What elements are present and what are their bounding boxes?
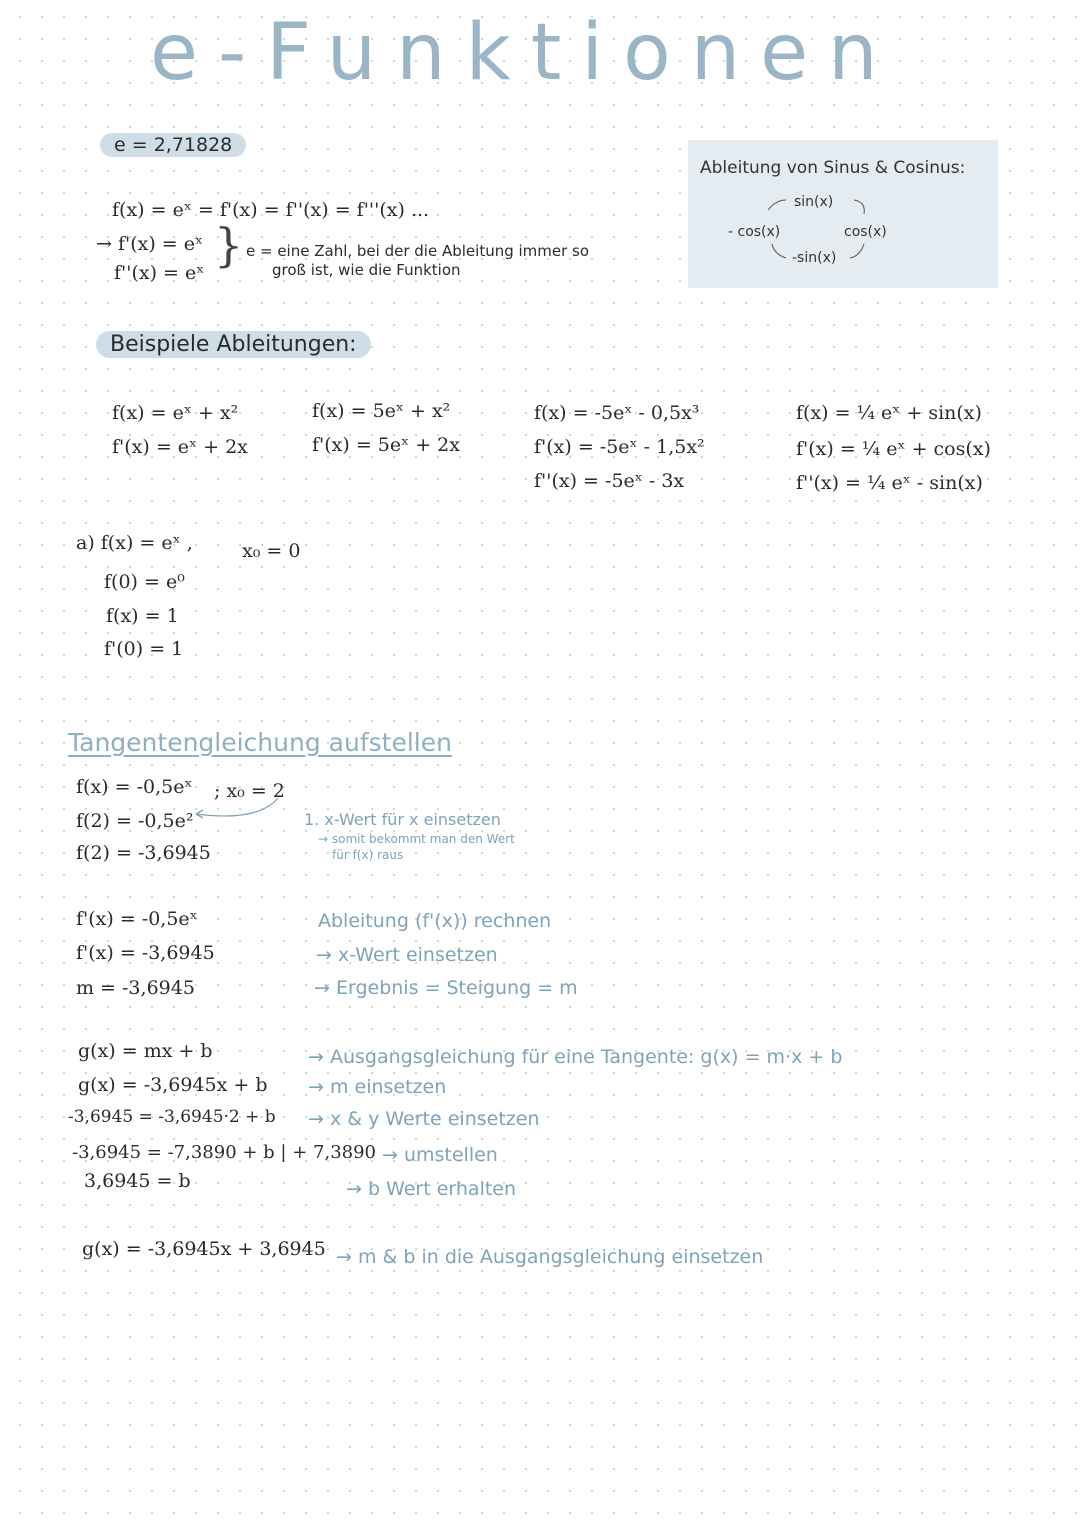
examples-heading: Beispiele Ableitungen: xyxy=(96,331,371,358)
tangent-note3-line-1: → Ausgangsgleichung für eine Tangente: g(x) = m·x + b xyxy=(308,1046,843,1068)
example-4-line-3: f''(x) = ¼ eˣ - sin(x) xyxy=(796,472,983,494)
tangent-step2-line-2: f'(x) = -3,6945 xyxy=(76,942,215,964)
sincos-left: - cos(x) xyxy=(728,224,781,240)
example-4-line-2: f'(x) = ¼ eˣ + cos(x) xyxy=(796,438,991,460)
tangent-step3-line-4: -3,6945 = -7,3890 + b | + 7,3890 xyxy=(72,1142,376,1163)
tangent-note1-main: 1. x-Wert für x einsetzen xyxy=(304,810,501,829)
tangent-note2-line-1: Ableitung (f'(x)) rechnen xyxy=(318,910,552,932)
task-a-line-3: f(x) = 1 xyxy=(106,605,179,627)
tangent-given: f(x) = -0,5eˣ xyxy=(76,776,193,798)
tangent-step3-line-2: g(x) = -3,6945x + b xyxy=(78,1074,268,1096)
tangent-result: g(x) = -3,6945x + 3,6945 xyxy=(82,1238,326,1260)
tangent-note2-line-2: → x-Wert einsetzen xyxy=(316,944,498,966)
page-title: e-Funktionen xyxy=(150,8,898,98)
task-a-line-1: a) f(x) = eˣ , xyxy=(76,532,193,554)
tangent-step3-line-3: -3,6945 = -3,6945·2 + b xyxy=(68,1107,276,1127)
example-2-line-2: f'(x) = 5eˣ + 2x xyxy=(312,434,460,456)
example-2-line-1: f(x) = 5eˣ + x² xyxy=(312,400,451,422)
example-4-line-1: f(x) = ¼ eˣ + sin(x) xyxy=(796,402,982,424)
tangent-x0: ; x₀ = 2 xyxy=(214,780,285,802)
curved-arrow-icon xyxy=(188,796,308,826)
sincos-heading: Ableitung von Sinus & Cosinus: xyxy=(700,158,966,178)
intro-line-1: f(x) = eˣ = f'(x) = f''(x) = f'''(x) ... xyxy=(112,199,430,221)
tangent-step3-line-5: 3,6945 = b xyxy=(84,1170,191,1192)
task-a-line-4: f'(0) = 1 xyxy=(104,638,184,660)
tangent-note3-line-5: → b Wert erhalten xyxy=(346,1178,517,1200)
intro-explanation-1: e = eine Zahl, bei der die Ableitung immer so xyxy=(246,242,590,260)
task-a-line-2: f(0) = e⁰ xyxy=(104,571,185,593)
sincos-top: sin(x) xyxy=(794,194,834,210)
cycle-arrows-icon xyxy=(688,140,998,288)
task-a-x0: x₀ = 0 xyxy=(242,540,301,562)
tangent-result-note: → m & b in die Ausgangsgleichung einsetzen xyxy=(336,1246,764,1268)
tangent-step2-line-3: m = -3,6945 xyxy=(76,977,195,999)
e-constant-highlight: e = 2,71828 xyxy=(100,133,246,157)
sincos-derivative-box xyxy=(688,140,998,288)
tangent-note2-line-3: → Ergebnis = Steigung = m xyxy=(314,977,578,999)
tangent-note3-line-2: → m einsetzen xyxy=(308,1076,447,1098)
sincos-bottom: -sin(x) xyxy=(792,250,837,266)
curly-brace: } xyxy=(214,218,244,272)
tangent-step1-line-2: f(2) = -3,6945 xyxy=(76,842,211,864)
tangent-note1-sub2: für f(x) raus xyxy=(332,848,404,862)
example-3-line-1: f(x) = -5eˣ - 0,5x³ xyxy=(534,402,700,424)
intro-line-2: → f'(x) = eˣ xyxy=(96,233,204,255)
example-3-line-3: f''(x) = -5eˣ - 3x xyxy=(534,470,685,492)
example-1-line-2: f'(x) = eˣ + 2x xyxy=(112,436,248,458)
tangent-step3-line-1: g(x) = mx + b xyxy=(78,1040,213,1062)
tangent-step2-line-1: f'(x) = -0,5eˣ xyxy=(76,908,198,930)
example-1-line-1: f(x) = eˣ + x² xyxy=(112,402,239,424)
example-3-line-2: f'(x) = -5eˣ - 1,5x² xyxy=(534,436,705,458)
sincos-right: cos(x) xyxy=(844,224,887,240)
tangent-note3-line-3: → x & y Werte einsetzen xyxy=(308,1108,540,1130)
tangent-heading: Tangentengleichung aufstellen xyxy=(68,728,452,757)
intro-line-3: f''(x) = eˣ xyxy=(114,262,205,284)
tangent-note1-sub1: → somit bekommt man den Wert xyxy=(318,832,515,846)
tangent-step1-line-1: f(2) = -0,5e² xyxy=(76,810,194,832)
intro-explanation-2: groß ist, wie die Funktion xyxy=(272,261,461,279)
tangent-note3-line-4: → umstellen xyxy=(382,1144,498,1166)
